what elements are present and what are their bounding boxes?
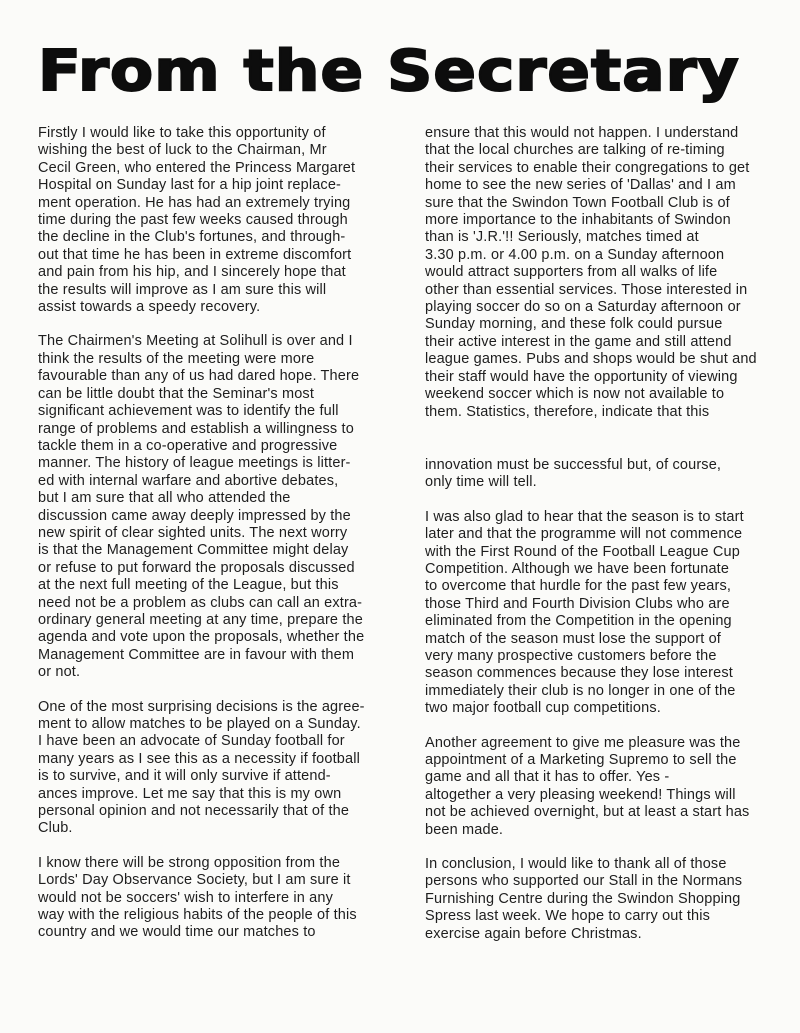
spacer [425,438,777,457]
text-line: tackle them in a co-operative and progressive [38,437,338,454]
text-line: more importance to the inhabitants of Swindon [425,212,731,229]
text-line: sure that the Swindon Town Football Club is of [425,194,730,211]
text-line: immediately their club is no longer in one of the [425,682,736,699]
text-line: Lords' Day Observance Society, but I am sure it [38,872,351,889]
text-line: Hospital on Sunday last for a hip joint replace- [38,177,342,194]
text-line: way with the religious habits of the people of this [38,907,357,924]
text-line: only time will tell. [425,474,537,491]
text-line: league games. Pubs and shops would be shut and [425,351,757,368]
text-line: very many prospective customers before the [425,647,717,664]
paragraph [38,699,408,838]
text-line: persons who supported our Stall in the Normans [425,873,743,890]
text-line: significant achievement was to identify the full [38,403,339,420]
text-line: ment to allow matches to be played on a Sunday. [38,716,361,732]
paragraph [425,735,777,839]
text-line: those Third and Fourth Division Clubs who are [425,595,730,612]
text-line: personal opinion and not necessarily that of the [38,803,350,820]
text-line: their services to enable their congregations to get [425,159,750,176]
text-line: that the local churches are talking of re-timing [425,142,725,159]
text-line: I was also glad to hear that the season is to start [425,508,744,525]
text-line: Firstly I would like to take this opportunity of [38,125,326,141]
text-line: ordinary general meeting at any time, prepare the [38,611,363,628]
text-line: ment operation. He has had an extremely trying [38,194,351,211]
paragraph [425,509,777,718]
text-line: or refuse to put forward the proposals discussed [38,559,355,576]
text-line: match of the season must lose the support of [425,630,721,647]
text-line: the results will improve as I am sure this will [38,281,327,298]
text-line: would attract supporters from all walks of life [425,264,718,281]
text-line: many years as I see this as a necessity if football [38,750,360,767]
text-line: Furnishing Centre during the Swindon Shopping [425,890,741,907]
text-line: appointment of a Marketing Supremo to sell the [425,752,737,768]
text-line: I know there will be strong opposition from the [38,854,341,871]
text-line: time during the past few weeks caused through [38,212,348,229]
paragraph [425,856,777,943]
text-line: exercise again before Christmas. [425,925,642,942]
paragraph [38,855,408,942]
text-line: later and that the programme will not commence [425,526,743,543]
text-line: their active interest in the game and still attend [425,333,732,350]
text-line: Management Committee are in favour with them [38,646,355,663]
text-line: their staff would have the opportunity of viewing [425,368,738,385]
text-line: Spress last week. We hope to carry out this [425,908,711,925]
text-line: The Chairmen's Meeting at Solihull is over and I [38,333,353,350]
text-line: the decline in the Club's fortunes, and through- [38,229,346,246]
text-line: manner. The history of league meetings is litter- [38,455,351,472]
text-line: Competition. Although we have been fortunate [425,560,730,577]
text-line: and pain from his hip, and I sincerely hope that [38,264,346,281]
text-line: ed with internal warfare and abortive debates, [38,472,339,489]
text-line: can be little doubt that the Seminar's most [38,385,315,402]
text-line: Another agreement to give me pleasure was the [425,734,741,751]
text-line: innovation must be successful but, of course, [425,456,722,473]
text-line: wishing the best of luck to the Chairman, Mr [38,142,327,159]
text-line: is that the Management Committee might delay [38,542,349,559]
text-line: eliminated from the Competition in the opening [425,613,732,630]
page-title: From the Secretary [38,39,740,104]
text-line: altogether a very pleasing weekend! Things will [425,786,736,803]
text-line: think the results of the meeting were more [38,350,315,367]
text-line: I have been an advocate of Sunday football for [38,733,345,750]
paragraph [425,457,777,492]
text-line: home to see the new series of 'Dallas' and I am [425,177,736,194]
paragraph [38,333,408,681]
text-line: Sunday morning, and these folk could pursue [425,316,723,333]
text-line: not be achieved overnight, but at least a start has [425,804,750,821]
text-line: playing soccer do so on a Saturday afternoon or [425,299,741,316]
text-line: discussion came away deeply impressed by the [38,507,351,524]
text-line: ances improve. Let me say that this is my own [38,785,342,802]
text-line: to overcome that hurdle for the past few years, [425,578,732,595]
text-line: range of problems and establish a willingness to [38,420,354,437]
text-line: at the next full meeting of the League, but this [38,577,339,594]
text-line: new spirit of clear sighted units. The next worry [38,524,348,541]
right-column [425,125,777,960]
text-line: two major football cup competitions. [425,700,661,717]
text-line: One of the most surprising decisions is the agree- [38,698,365,715]
text-line: been made. [425,821,504,838]
text-line: than is 'J.R.'!! Seriously, matches timed at [425,229,699,246]
text-line: In conclusion, I would like to thank all of those [425,856,727,873]
text-line: 3.30 p.m. or 4.00 p.m. on a Sunday afternoon [425,246,725,263]
text-line: them. Statistics, therefore, indicate that this [425,403,710,420]
text-line: assist towards a speedy recovery. [38,299,261,316]
text-line: agenda and vote upon the proposals, whether the [38,629,365,646]
text-line: or not. [38,664,81,681]
text-line: country and we would time our matches to [38,924,316,941]
text-line: weekend soccer which is now not available to [425,386,725,403]
text-line: season commences because they lose interest [425,665,733,682]
text-line: Cecil Green, who entered the Princess Margaret [38,159,356,176]
text-line: would not be soccers' wish to interfere in any [38,889,333,906]
text-line: out that time he has been in extreme discomfort [38,246,352,263]
text-line: is to survive, and it will only survive if attend- [38,768,331,785]
text-line: with the First Round of the Football League Cup [425,543,740,560]
paragraph [38,125,408,316]
text-line: favourable than any of us had dared hope. There [38,368,360,385]
left-column [38,125,408,959]
text-line: other than essential services. Those interested in [425,281,748,298]
text-line: but I am sure that all who attended the [38,490,291,507]
paragraph [425,125,777,421]
text-line: game and all that it has to offer. Yes - [425,769,670,786]
text-line: ensure that this would not happen. I understand [425,125,739,141]
text-line: Club. [38,820,73,837]
text-line: need not be a problem as clubs can call an extra- [38,594,363,611]
